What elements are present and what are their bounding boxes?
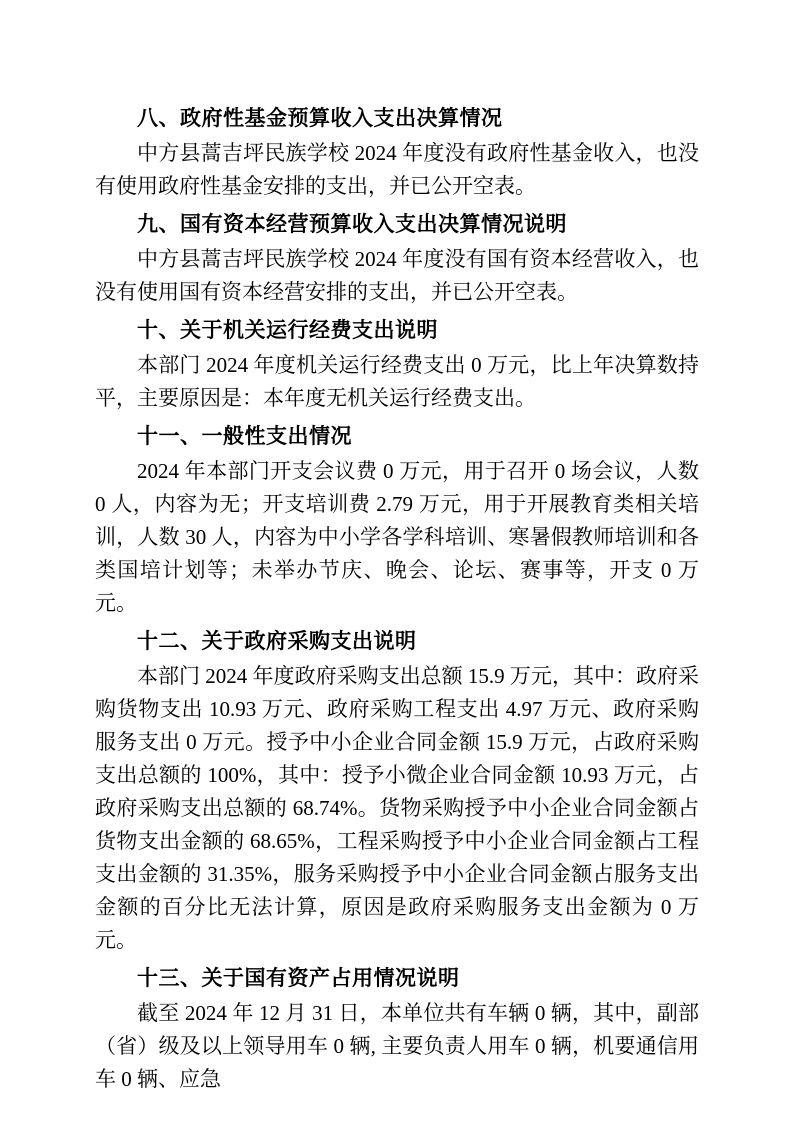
section-paragraph: 截至 2024 年 12 月 31 日，本单位共有车辆 0 辆，其中，副部（省）级及以上领导用车 0 辆, 主要负责人用车 0 辆，机要通信用车 0 辆、应急 <box>95 1001 699 1091</box>
section-heading: 十三、关于国有资产占用情况说明 <box>137 967 460 990</box>
document-section <box>95 962 699 1096</box>
document-section <box>95 420 699 620</box>
document-section <box>95 208 699 309</box>
section-heading: 九、国有资本经营预算收入支出决算情况说明 <box>137 213 567 236</box>
section-heading: 十二、关于政府采购支出说明 <box>137 630 417 653</box>
document-body <box>95 102 699 1096</box>
section-paragraph: 本部门 2024 年度机关运行经费支出 0 万元，比上年决算数持平，主要原因是：本年度无机关运行经费支出。 <box>95 353 699 410</box>
section-heading: 八、政府性基金预算收入支出决算情况 <box>137 107 503 130</box>
section-heading: 十一、一般性支出情况 <box>137 425 352 448</box>
section-paragraph: 2024 年本部门开支会议费 0 万元，用于召开 0 场会议，人数 0 人，内容为无；开支培训费 2.79 万元，用于开展教育类相关培训，人数 30 人，内容为中小学各学科培训、寒暑假教师培训和各类国培计划等；未举办节庆、晚会、论坛、赛事等，开支 0 万元。 <box>95 459 699 615</box>
section-paragraph: 本部门 2024 年度政府采购支出总额 15.9 万元，其中：政府采购货物支出 10.93 万元、政府采购工程支出 4.97 万元、政府采购服务支出 0 万元。授予中小企业合同金额 15.9 万元，占政府采购支出总额的 100%，其中：授予小微企业合同金额 10.93 万元，占政府采购支出总额的 68.74%。货物采购授予中小企业合同金额占货物支出金额的 68.65%，工程采购授予中小企业合同金额占工程支出金额的 31.35%，服务采购授予中小企业合同金额占服务支出金额的百分比无法计算，原因是政府采购服务支出金额为 0 万元。 <box>95 664 699 952</box>
section-paragraph: 中方县蒿吉坪民族学校 2024 年度没有政府性基金收入，也没有使用政府性基金安排的支出，并已公开空表。 <box>95 141 699 198</box>
section-heading: 十、关于机关运行经费支出说明 <box>137 319 438 342</box>
document-section <box>95 625 699 957</box>
section-paragraph: 中方县蒿吉坪民族学校 2024 年度没有国有资本经营收入，也没有使用国有资本经营安排的支出，并已公开空表。 <box>95 247 699 304</box>
document-section <box>95 314 699 415</box>
document-section <box>95 102 699 203</box>
